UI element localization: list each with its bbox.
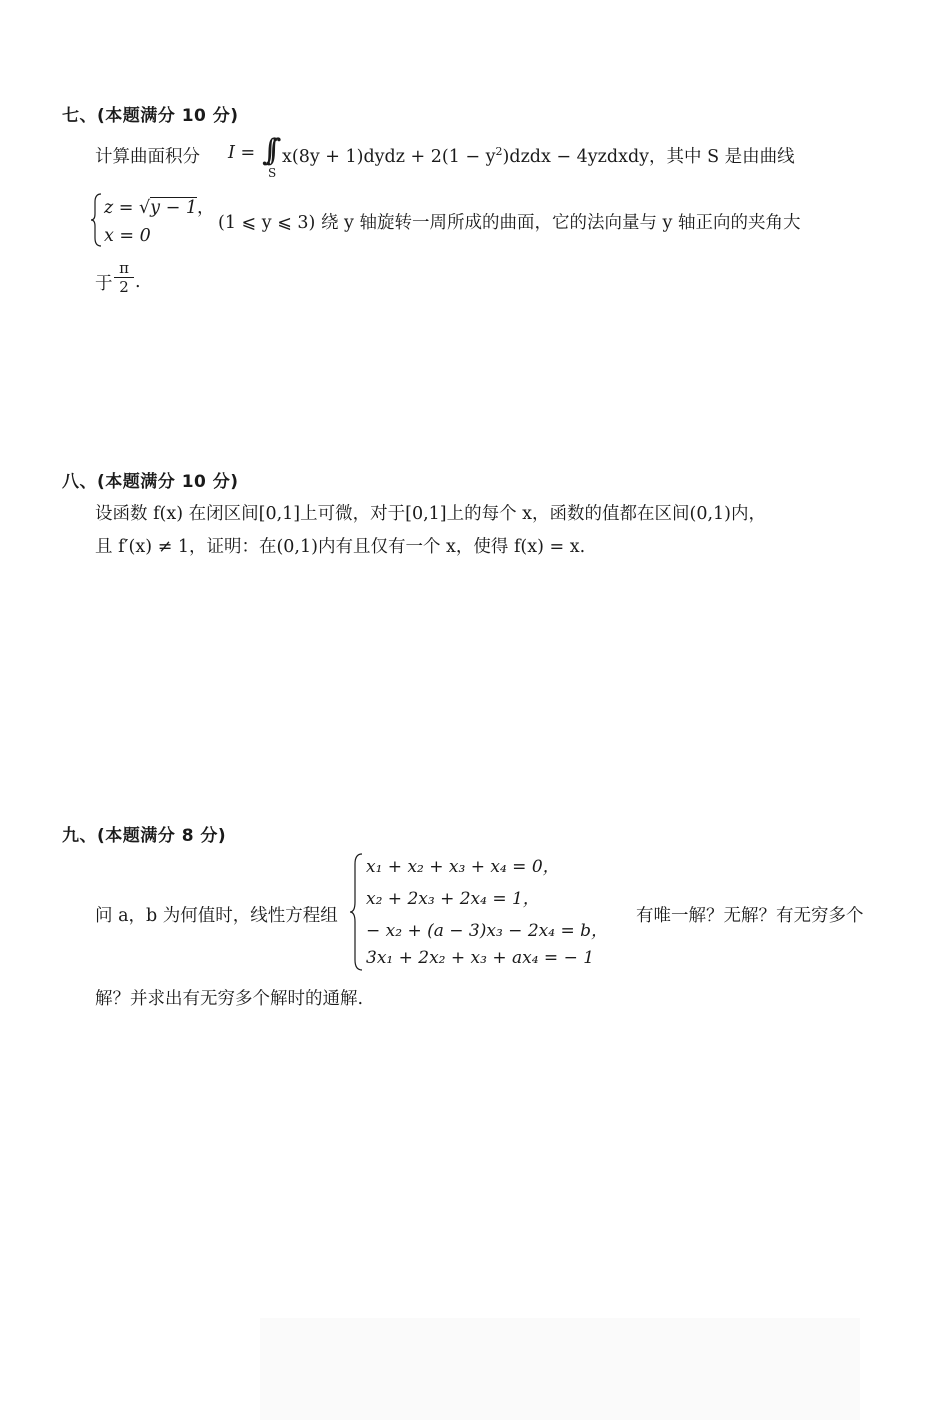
problem-8-heading: 八、(本题满分 10 分) [62, 472, 239, 492]
integral-subscript: S [268, 166, 277, 180]
system-equation-1: x₁ + x₂ + x₃ + x₄ = 0， [366, 857, 560, 877]
problem-7-tail-prefix: 于 [95, 274, 113, 294]
problem-7-range-text: (1 ⩽ y ⩽ 3) 绕 y 轴旋转一周所成的曲面，它的法向量与 y 轴正向的夹角大 [218, 213, 801, 233]
integrand-exponent: 2 [495, 145, 503, 158]
system-equation-4: 3x₁ + 2x₂ + x₃ + ax₄ = − 1 [366, 948, 595, 968]
integrand-part1: x(8y + 1)dydz + 2(1 − y [282, 147, 496, 167]
linear-system-brace [350, 852, 364, 972]
problem-7-tail-dot: . [135, 272, 141, 292]
scan-shadow [260, 1318, 860, 1420]
curve-z-eq: z = [104, 198, 140, 218]
problem-9-line-2: 解？并求出有无穷多个解时的通解. [95, 989, 364, 1009]
curve-equation-1 [104, 194, 214, 219]
system-equation-3: − x₂ + (a − 3)x₃ − 2x₄ = b， [366, 921, 608, 941]
curve-equation-2: x = 0 [104, 226, 151, 246]
problem-7-integral-label: I = [228, 143, 256, 163]
system-equation-2: x₂ + 2x₃ + 2x₄ = 1， [366, 889, 540, 909]
pi-over-2-fraction [114, 259, 134, 296]
problem-9-after-system: 有唯一解？无解？有无穷多个 [636, 906, 864, 926]
fraction-numerator: π [114, 259, 134, 278]
integrand-part2: )dzdx − 4yzdxdy，其中 S 是由曲线 [502, 147, 795, 167]
problem-7-integrand [282, 143, 795, 168]
curve-system-brace [91, 192, 103, 248]
problem-8-line-1: 设函数 f(x) 在闭区间[0,1]上可微，对于[0,1]上的每个 x，函数的值都在区间(0,1)内， [95, 504, 767, 524]
fraction-denominator: 2 [119, 278, 129, 296]
curve-comma: ， [196, 198, 215, 218]
sqrt-sign: √ [139, 198, 151, 218]
problem-9-heading: 九、(本题满分 8 分) [62, 826, 227, 846]
double-integral-sign: ∫∫ S [262, 133, 277, 180]
problem-8-line-2: 且 f′(x) ≠ 1，证明：在(0,1)内有且仅有一个 x，使得 f(x) = x. [95, 537, 586, 557]
problem-9-lead: 问 a，b 为何值时，线性方程组 [95, 906, 338, 926]
sqrt-radicand: y − 1 [150, 198, 197, 218]
problem-7-lead: 计算曲面积分 [95, 147, 200, 167]
problem-7-heading: 七、(本题满分 10 分) [62, 106, 239, 126]
